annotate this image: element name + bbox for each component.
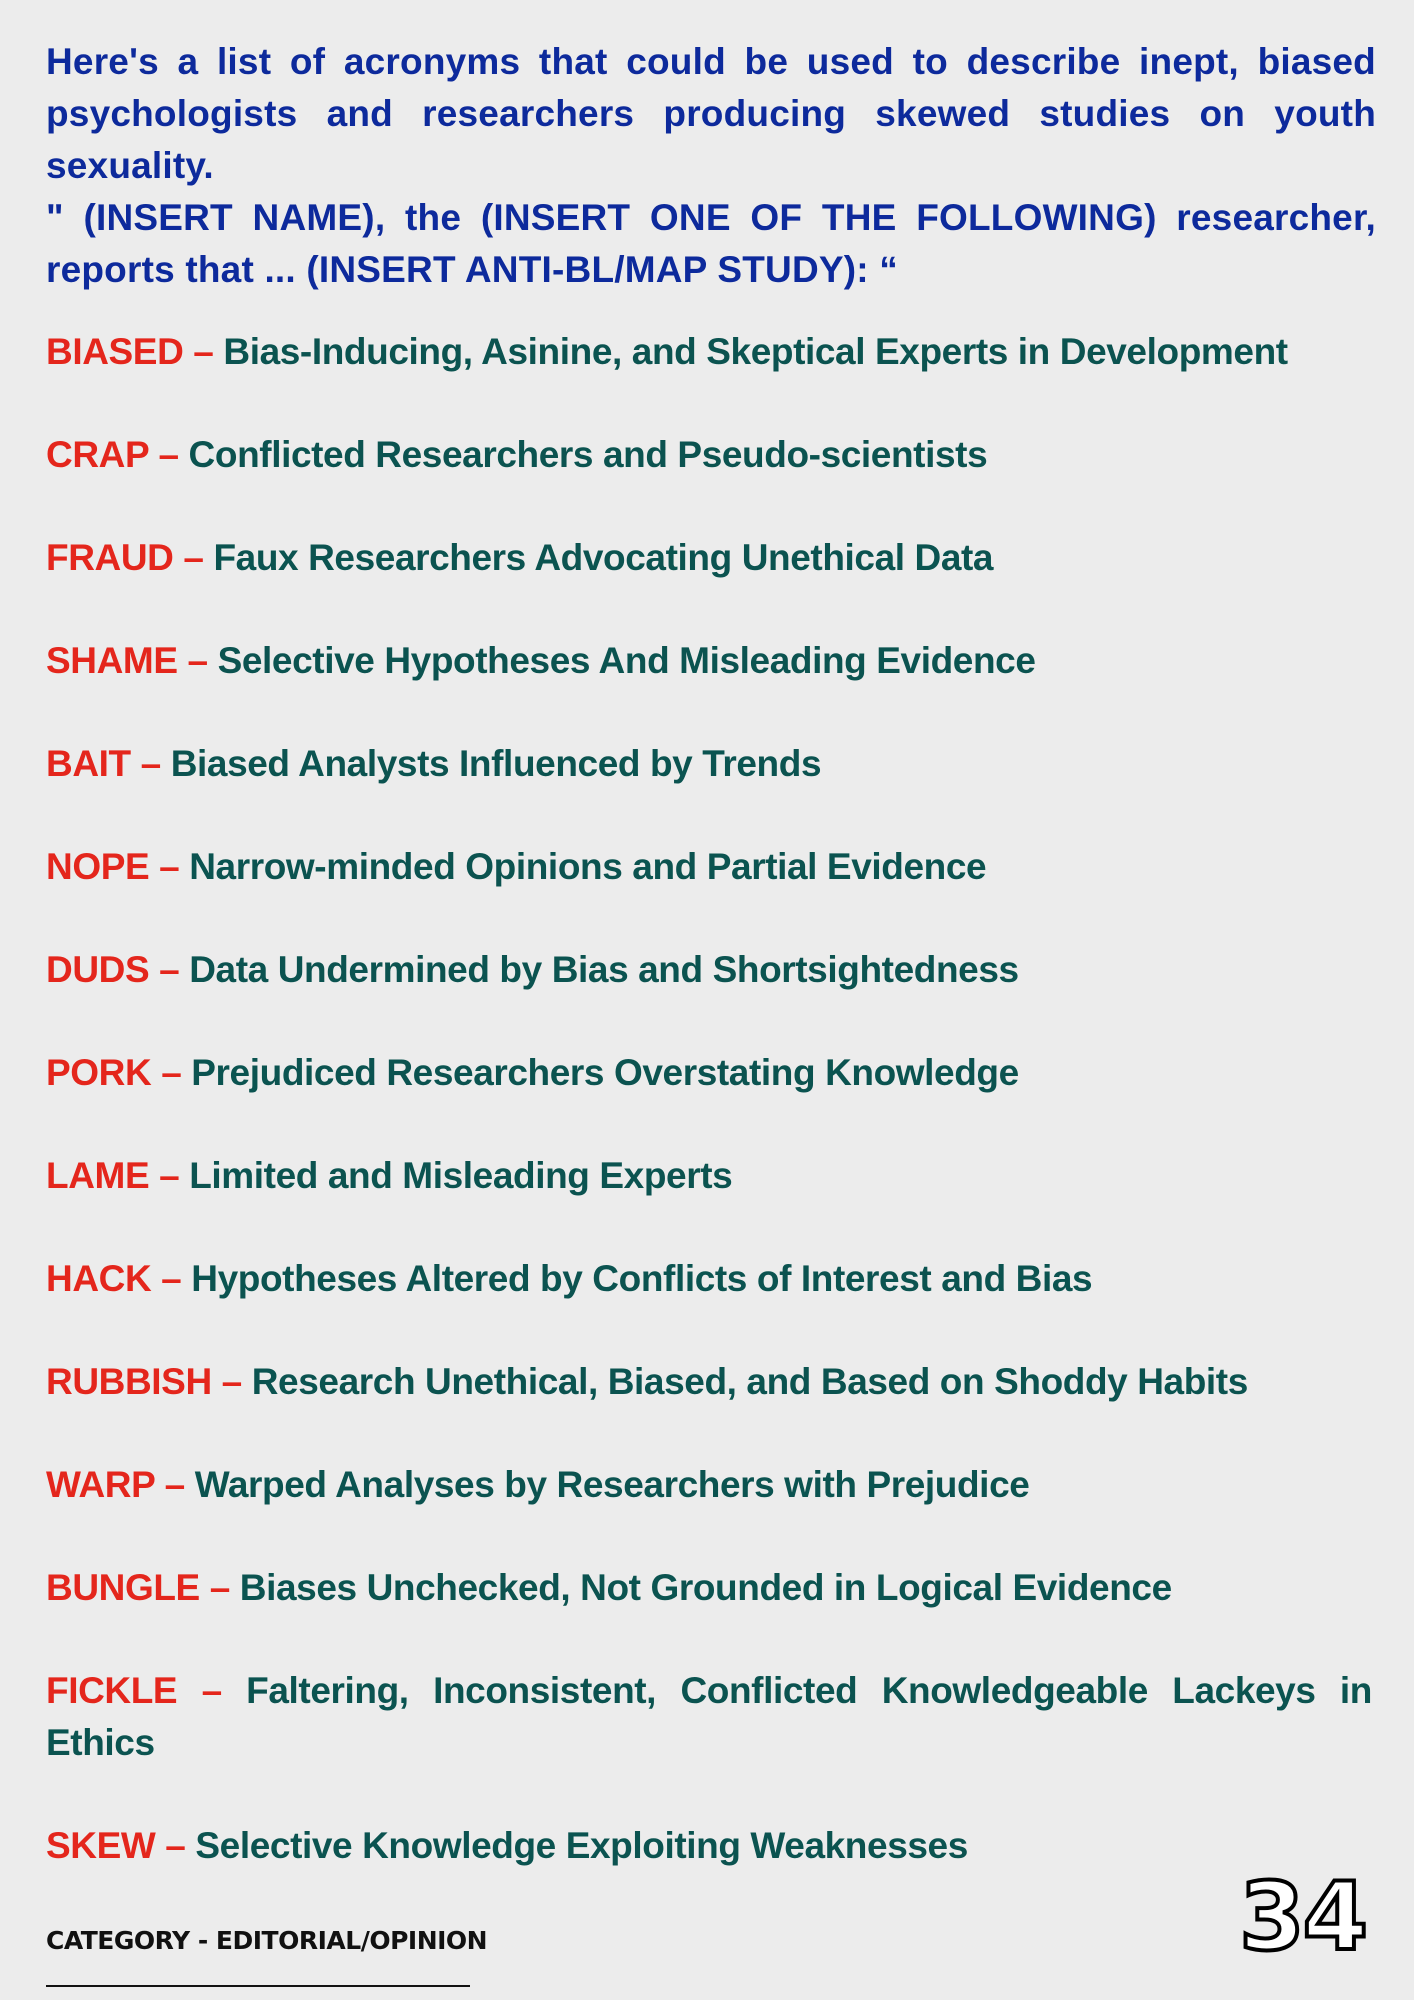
acronym: PORK [46,1052,152,1093]
dash: – [140,743,161,784]
acronym-definition: Biases Unchecked, Not Grounded in Logical Evidence [239,1567,1172,1608]
category-label: CATEGORY - EDITORIAL/OPINION [46,1926,488,1955]
acronym: DUDS [46,949,150,990]
acronym: BUNGLE [46,1567,200,1608]
dash: – [164,1464,185,1505]
acronym-definition: Warped Analyses by Researchers with Prejudice [194,1464,1030,1505]
acronym-definition: Conflicted Researchers and Pseudo-scientists [188,434,988,475]
acronym-definition: Narrow-minded Opinions and Partial Evidence [189,846,987,887]
acronym-definition: Limited and Misleading Experts [189,1155,733,1196]
dash: – [187,640,208,681]
list-item [46,1459,1372,1562]
acronym: FICKLE [46,1670,178,1711]
list-item [46,1356,1372,1459]
list-item [46,1562,1372,1665]
list-item [46,738,1372,841]
dash: – [183,537,204,578]
list-item [46,1665,1372,1820]
dash: – [158,434,179,475]
acronym: NOPE [46,846,150,887]
intro-text [46,36,1376,296]
list-item [46,841,1372,944]
intro-description: Here's a list of acronyms that could be used to describe inept, biased psychologists and researchers producing skewed studies on youth sexuality. [46,41,1376,186]
acronym: SHAME [46,640,178,681]
list-item [46,1047,1372,1150]
acronym-definition: Biased Analysts Influenced by Trends [170,743,822,784]
dash: – [221,1361,242,1402]
list-item [46,944,1372,1047]
list-item [46,429,1372,532]
dash: – [161,1258,182,1299]
acronym-list [46,326,1372,1923]
dash: – [161,1052,182,1093]
dash: – [165,1825,186,1866]
intro-template-line: " (INSERT NAME), the (INSERT ONE OF THE FOLLOWING) researcher, reports that ... (INSERT ANTI-BL/MAP STUDY): “ [46,197,1376,290]
acronym-definition: Selective Hypotheses And Misleading Evidence [217,640,1036,681]
acronym-definition: Faux Researchers Advocating Unethical Data [213,537,994,578]
acronym-definition: Faltering, Inconsistent, Conflicted Knowledgeable Lackeys in Ethics [46,1670,1372,1763]
dash: – [159,949,180,990]
acronym-definition: Research Unethical, Biased, and Based on Shoddy Habits [251,1361,1248,1402]
acronym: LAME [46,1155,150,1196]
list-item [46,532,1372,635]
list-item [46,1150,1372,1253]
acronym: CRAP [46,434,149,475]
acronym-definition: Selective Knowledge Exploiting Weaknesses [195,1825,968,1866]
acronym-definition: Prejudiced Researchers Overstating Knowledge [191,1052,1019,1093]
list-item [46,1253,1372,1356]
footer-divider [46,1985,470,1987]
acronym: FRAUD [46,537,174,578]
acronym-definition: Bias-Inducing, Asinine, and Skeptical Experts in Development [223,331,1288,372]
page-number: 34 [1239,1863,1366,1972]
list-item [46,635,1372,738]
dash: – [209,1567,230,1608]
acronym-definition: Hypotheses Altered by Conflicts of Interest and Bias [191,1258,1093,1299]
dash: – [193,331,214,372]
acronym: BAIT [46,743,131,784]
dash: – [159,846,180,887]
acronym: HACK [46,1258,152,1299]
dash: – [159,1155,180,1196]
list-item [46,326,1372,429]
dash: – [201,1670,222,1711]
acronym: BIASED [46,331,184,372]
acronym: WARP [46,1464,155,1505]
acronym-definition: Data Undermined by Bias and Shortsightedness [189,949,1019,990]
acronym: SKEW [46,1825,156,1866]
acronym: RUBBISH [46,1361,212,1402]
list-item [46,1820,1372,1923]
